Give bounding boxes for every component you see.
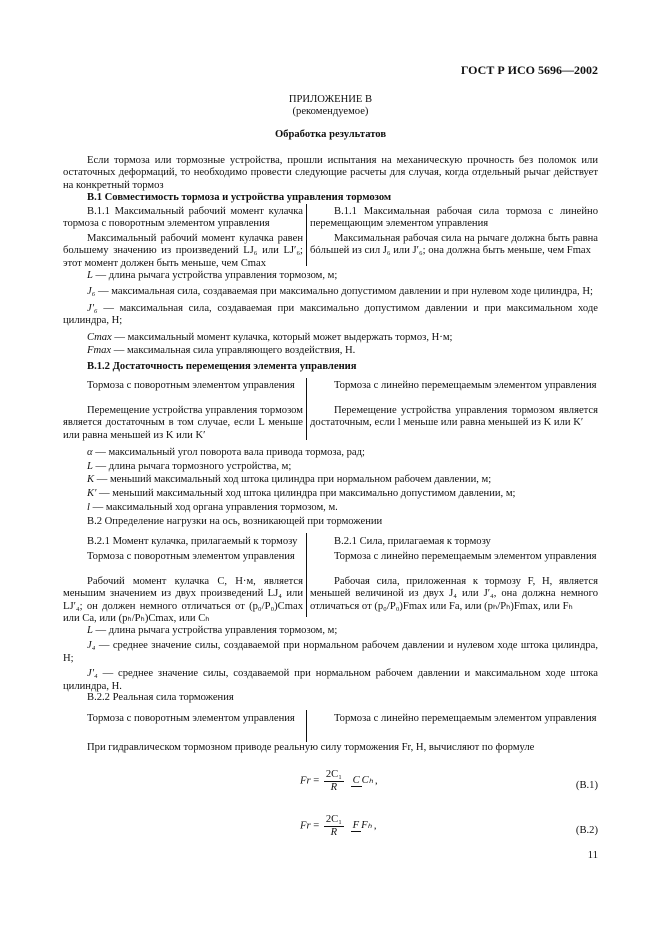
definition-item	[63, 487, 598, 501]
definition-symbol: J₆	[87, 286, 96, 298]
numerator: 2C₁	[325, 769, 342, 780]
appendix-heading: Обработка результатов	[274, 129, 387, 140]
intro-paragraph: Если тормоза или тормозные устройства, прошли испытания на механическую прочность без поломок или остаточных деформаций, то необходимо провести следующие расчеты для случая, когда отдельный рычаг действует на конкретный тормоз	[63, 155, 598, 191]
b2-def-list	[63, 625, 598, 693]
b22-text: При гидравлическом тормозном приводе реальную силу торможения Fr, Н, вычисляют по формуле	[87, 742, 535, 753]
denominator: Fₕ	[361, 820, 372, 831]
definition-text: — меньший максимальный ход штока цилиндра при максимально допустимом давлении, м;	[96, 488, 516, 500]
column-divider	[306, 204, 307, 266]
definition-item	[63, 345, 598, 357]
definition-text: — максимальный угол поворота вала привода тормоза, рад;	[92, 447, 365, 458]
definition-item	[63, 460, 598, 474]
section-b2-heading: В.2 Определение нагрузки на ось, возникающей при торможении	[87, 515, 383, 527]
formula-label: (В.2)	[575, 825, 598, 836]
definition-text: — длина рычага устройства управления тормозом, м;	[92, 270, 338, 281]
definition-text: — максимальная сила, создаваемая при максимально допустимом давлении и при максимальном ходе цилиндра, Н;	[63, 302, 598, 327]
b1-left-text: Максимальный рабочий момент кулачка равен большему значению из произведений LJ₆ или LJ′₆; этот момент должен быть меньше, чем Cmax	[63, 233, 303, 269]
fraction	[324, 813, 344, 839]
definition-item	[63, 501, 598, 515]
definition-item	[63, 473, 598, 487]
page-number: 11	[587, 850, 598, 861]
definition-symbol: Fmax	[87, 345, 112, 357]
definition-symbol: J₄	[87, 640, 96, 652]
b2-left-subheading: В.2.1 Момент кулачка, прилагаемый к тормозу	[87, 536, 298, 547]
definition-item	[63, 332, 598, 344]
definition-text: — максимальная сила, создаваемая при максимально допустимом давлении и при нулевом ходе цилиндра, Н;	[95, 286, 593, 298]
b2-left-text: Рабочий момент кулачка C, Н·м, является меньшим значением из двух произведений LJ₄ или LJ′₄; он должен немного отличаться от (p₀/P₀)Cmax или Ca, или (pₕ/Pₕ)Cmax, или Cₕ	[63, 576, 303, 625]
column-divider	[306, 533, 307, 617]
definition-item	[63, 625, 598, 637]
denominator: Cₕ	[361, 775, 374, 786]
b1-right-title: В.1.1 Максимальная рабочая сила тормоза с линейно перемещающим элементом управления	[310, 206, 598, 230]
b12-right-title: Тормоза с линейно перемещаемым элементом управления	[334, 380, 597, 391]
appendix-title: ПРИЛОЖЕНИЕ В	[288, 94, 373, 105]
numerator: F	[352, 820, 360, 831]
fraction	[351, 820, 372, 832]
b2-right-subheading: В.2.1 Сила, прилагаемая к тормозу	[334, 536, 491, 547]
formula-b1: Fr = $\frac{\text{2C₁}}{R}$ C Cₕ ,	[300, 769, 378, 793]
b2-right-text: Рабочая сила, приложенная к тормозу F, Н, является меньшей величиной из двух J₄ или J′₄, она должна немного отличаться от (p₀/P₀)Fmax или Fa, или (pₕ/Pₕ)Fmax, или Fₕ	[310, 576, 598, 612]
numerator: 2C₁	[325, 814, 342, 825]
b12-def-list	[63, 446, 598, 528]
definition-symbol: L	[87, 270, 93, 281]
b2-right-title: Тормоза с линейно перемещаемым элементом управления	[334, 551, 597, 562]
denominator: R	[330, 827, 338, 838]
column-divider	[306, 378, 307, 440]
b22-left-title: Тормоза с поворотным элементом управления	[87, 713, 295, 724]
definition-text: — максимальный момент кулачка, который может выдержать тормоз, Н·м;	[111, 331, 453, 343]
b22-right-title: Тормоза с линейно перемещаемым элементом управления	[334, 713, 597, 724]
b1-right-text: Максимальная рабочая сила на рычаге должна быть равна бóльшей из сил J₆ или J′₆; она должна быть меньше, чем Fmax	[310, 233, 598, 257]
numerator: C	[352, 775, 360, 786]
definition-item	[63, 668, 598, 693]
definition-item	[63, 270, 598, 282]
appendix-status: (рекомендуемое)	[292, 106, 369, 117]
definition-item	[63, 303, 598, 328]
column-divider	[306, 710, 307, 742]
b1-left-title: В.1.1 Максимальный рабочий момент кулачка тормоза с поворотным элементом управления	[63, 206, 303, 230]
definition-text: — длина рычага тормозного устройства, м;	[92, 460, 292, 472]
definition-symbol: K′	[87, 488, 97, 500]
b12-left-title: Тормоза с поворотным элементом управления	[87, 380, 295, 391]
fraction	[351, 775, 373, 787]
fraction	[324, 768, 344, 794]
definition-text: — максимальный ход органа управления тормозом, м.	[89, 501, 338, 513]
section-b22-heading: В.2.2 Реальная сила торможения	[87, 692, 234, 703]
document-code: ГОСТ Р ИСО 5696—2002	[460, 63, 598, 77]
definition-symbol: α	[87, 447, 93, 458]
denominator: R	[330, 782, 338, 793]
definition-item	[63, 286, 598, 298]
definition-symbol: J′₆	[87, 302, 98, 314]
formula-label: (В.1)	[575, 780, 598, 791]
section-b12-heading: В.1.2 Достаточность перемещения элемента управления	[87, 361, 357, 372]
definition-symbol: L	[87, 625, 93, 636]
definition-item	[63, 446, 598, 460]
definition-symbol: K	[87, 474, 95, 486]
b12-right-text: Перемещение устройства управления тормозом является достаточным, если l меньше или равна меньшей из K или K′	[310, 405, 598, 429]
definition-text: — меньший максимальный ход штока цилиндра при нормальном рабочем давлении, м;	[94, 474, 492, 486]
section-b1-heading: В.1 Совместимость тормоза и устройства управления тормозом	[87, 192, 392, 203]
b1-def-list	[63, 270, 598, 357]
formula-b2: Fr = $\frac{\text{2C₁}}{R}$ F Fₕ ,	[300, 814, 377, 838]
definition-text: — длина рычага устройства управления тормозом, м;	[92, 625, 338, 636]
definition-text: — максимальная сила управляющего воздействия, Н.	[111, 345, 356, 357]
definition-symbol: Cmax	[87, 331, 112, 343]
formula-lhs: Fr	[300, 775, 311, 787]
b12-left-text: Перемещение устройства управления тормозом является достаточным в том случае, если L меньше или равна меньшей из K или K′	[63, 405, 303, 441]
definition-text: — среднее значение силы, создаваемой при нормальном рабочем давлении и максимальном ходе штока цилиндра, Н.	[63, 668, 598, 692]
definition-symbol: J′₄	[87, 668, 98, 680]
definition-text: — среднее значение силы, создаваемой при нормальном рабочем давлении и нулевом ходе штока цилиндра, Н;	[63, 640, 598, 664]
formula-lhs: Fr	[300, 820, 311, 832]
definition-symbol: l	[87, 501, 90, 513]
definition-item	[63, 640, 598, 665]
definition-symbol: L	[87, 460, 93, 472]
b2-left-title: Тормоза с поворотным элементом управления	[87, 551, 295, 562]
